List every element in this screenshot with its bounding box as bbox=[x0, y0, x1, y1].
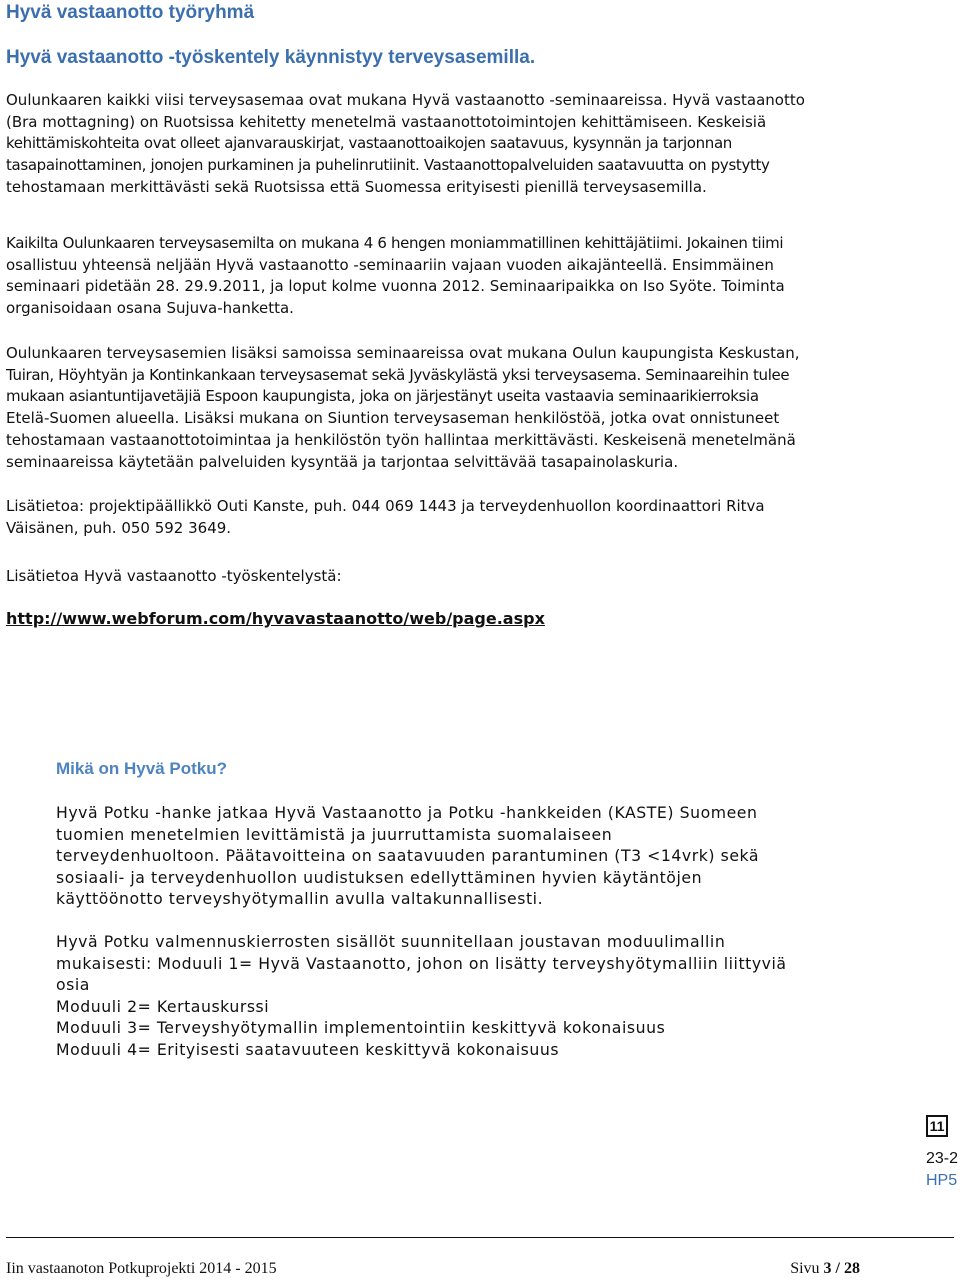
paragraph-participants bbox=[6, 343, 800, 473]
text-line: organisoidaan osana Sujuva-hanketta. bbox=[6, 299, 294, 318]
text-line: kehittämiskohteita ovat olleet ajanvarauskirjat, vastaanottoaikojen saatavuus, kysynnän ja tarjonnan bbox=[6, 134, 732, 153]
text-line: Hyvä Potku -hanke jatkaa Hyvä Vastaanotto ja Potku -hankkeiden (KASTE) Suomeen bbox=[56, 803, 758, 822]
text-line: terveydenhuoltoon. Päätavoitteina on saatavuuden parantuminen (T3 <14vrk) sekä bbox=[56, 846, 760, 866]
text-line: Tuiran, Höyhtyän ja Kontinkankaan terveysasemat sekä Jyväskylästä yksi terveysasema. Seminaareihin tulee bbox=[6, 365, 790, 384]
text-line: (Bra mottagning) on Ruotsissa kehitetty menetelmä vastaanottotoimintojen kehittämiseen. Keskeisiä bbox=[6, 112, 767, 131]
text-line: tasapainottaminen, jonojen purkaminen ja puhelinrutiinit. Vastaanottopalveluiden saatavuutta on pystytty bbox=[6, 156, 770, 175]
paragraph-more-info bbox=[6, 566, 342, 588]
text-line: Väisänen, puh. 050 592 3649. bbox=[6, 518, 232, 537]
text-line: sosiaali- ja terveydenhuollon uudistuksen edellyttäminen hyvien käytäntöjen bbox=[56, 867, 703, 887]
footer-title: Iin vastaanoton Potkuprojekti 2014 - 2015 bbox=[6, 1260, 277, 1277]
text-line: seminaari pidetään 28. 29.9.2011, ja loput kolme vuonna 2012. Seminaaripaikka on Iso Syöte. Toiminta bbox=[6, 277, 785, 296]
module-item: Moduuli 2= Kertauskurssi bbox=[56, 996, 270, 1016]
page-current: 3 bbox=[823, 1260, 832, 1277]
text-line: seminaareissa käytetään palveluiden kysyntää ja tarjontaa selvittävää tasapainolaskuria. bbox=[6, 452, 679, 471]
text-line: tehostamaan merkittävästi sekä Ruotsissa että Suomessa erityisesti pienillä terveysasemilla. bbox=[6, 177, 707, 196]
side-date: 23-2 bbox=[926, 1150, 959, 1167]
text-line: osia bbox=[56, 975, 90, 995]
text-line: Hyvä Potku valmennuskierrosten sisällöt suunnitellaan joustavan moduulimallin bbox=[56, 932, 726, 951]
text-line: Lisätietoa Hyvä vastaanotto -työskentelystä: bbox=[6, 567, 342, 585]
module-item: Moduuli 4= Erityisesti saatavuuteen keskittyvä kokonaisuus bbox=[56, 1039, 560, 1059]
section-subheading: Hyvä vastaanotto -työskentely käynnistyy terveysasemilla. bbox=[6, 47, 536, 68]
paragraph-contact bbox=[6, 496, 765, 539]
potku-paragraph-modules bbox=[56, 931, 787, 1061]
page-label: Sivu bbox=[790, 1260, 820, 1277]
page-number-icon: 11 bbox=[926, 1115, 948, 1137]
page-total: 28 bbox=[844, 1260, 860, 1277]
text-line: Oulunkaaren kaikki viisi terveysasemaa ovat mukana Hyvä vastaanotto -seminaareissa. Hyvä vastaanotto bbox=[6, 91, 805, 109]
text-line: Etelä-Suomen alueella. Lisäksi mukana on Siuntion terveysaseman henkilöstöä, jotka ovat onnistuneet bbox=[6, 409, 780, 428]
page-heading: Hyvä vastaanotto työryhmä bbox=[6, 2, 255, 23]
module-item: Moduuli 3= Terveyshyötymallin implementointiin keskittyvä kokonaisuus bbox=[56, 1018, 666, 1038]
text-line: tuomien menetelmien levittämistä ja juurruttamista suomalaiseen bbox=[56, 824, 613, 844]
text-line: Oulunkaaren terveysasemien lisäksi samoissa seminaareissa ovat mukana Oulun kaupungista Keskustan, bbox=[6, 344, 800, 362]
potku-paragraph-goals bbox=[56, 802, 759, 910]
footer-divider bbox=[6, 1237, 954, 1238]
paragraph-intro bbox=[6, 90, 805, 199]
text-line: Kaikilta Oulunkaaren terveysasemilta on mukana 4 6 hengen moniammatillinen kehittäjätiimi. Jokainen tiimi bbox=[6, 234, 784, 252]
text-line: mukaan asiantuntijavetäjiä Espoon kaupungista, joka on järjestänyt useita vastaavia seminaarikierroksia bbox=[6, 387, 759, 406]
text-line: Lisätietoa: projektipäällikkö Outi Kanste, puh. 044 069 1443 ja terveydenhuollon koordinaattori Ritva bbox=[6, 497, 765, 515]
text-line: käyttöönotto terveyshyötymallin avulla valtakunnallisesti. bbox=[56, 889, 544, 909]
potku-heading: Mikä on Hyvä Potku? bbox=[56, 759, 227, 778]
webforum-link[interactable]: http://www.webforum.com/hyvavastaanotto/web/page.aspx bbox=[6, 609, 545, 628]
page-separator: / bbox=[835, 1260, 840, 1277]
text-line: mukaisesti: Moduuli 1= Hyvä Vastaanotto, johon on lisätty terveyshyötymalliin liittyviä bbox=[56, 953, 787, 973]
paragraph-teams bbox=[6, 233, 785, 320]
side-code: HP5 bbox=[926, 1172, 958, 1189]
text-line: tehostamaan vastaanottotoimintaa ja henkilöstön työn hallintaa merkittävästi. Keskeisenä menetelmänä bbox=[6, 430, 796, 449]
footer-page-number bbox=[790, 1260, 860, 1278]
text-line: osallistuu yhteensä neljään Hyvä vastaanotto -seminaariin vajaan vuoden aikajänteellä. Ensimmäinen bbox=[6, 255, 774, 274]
